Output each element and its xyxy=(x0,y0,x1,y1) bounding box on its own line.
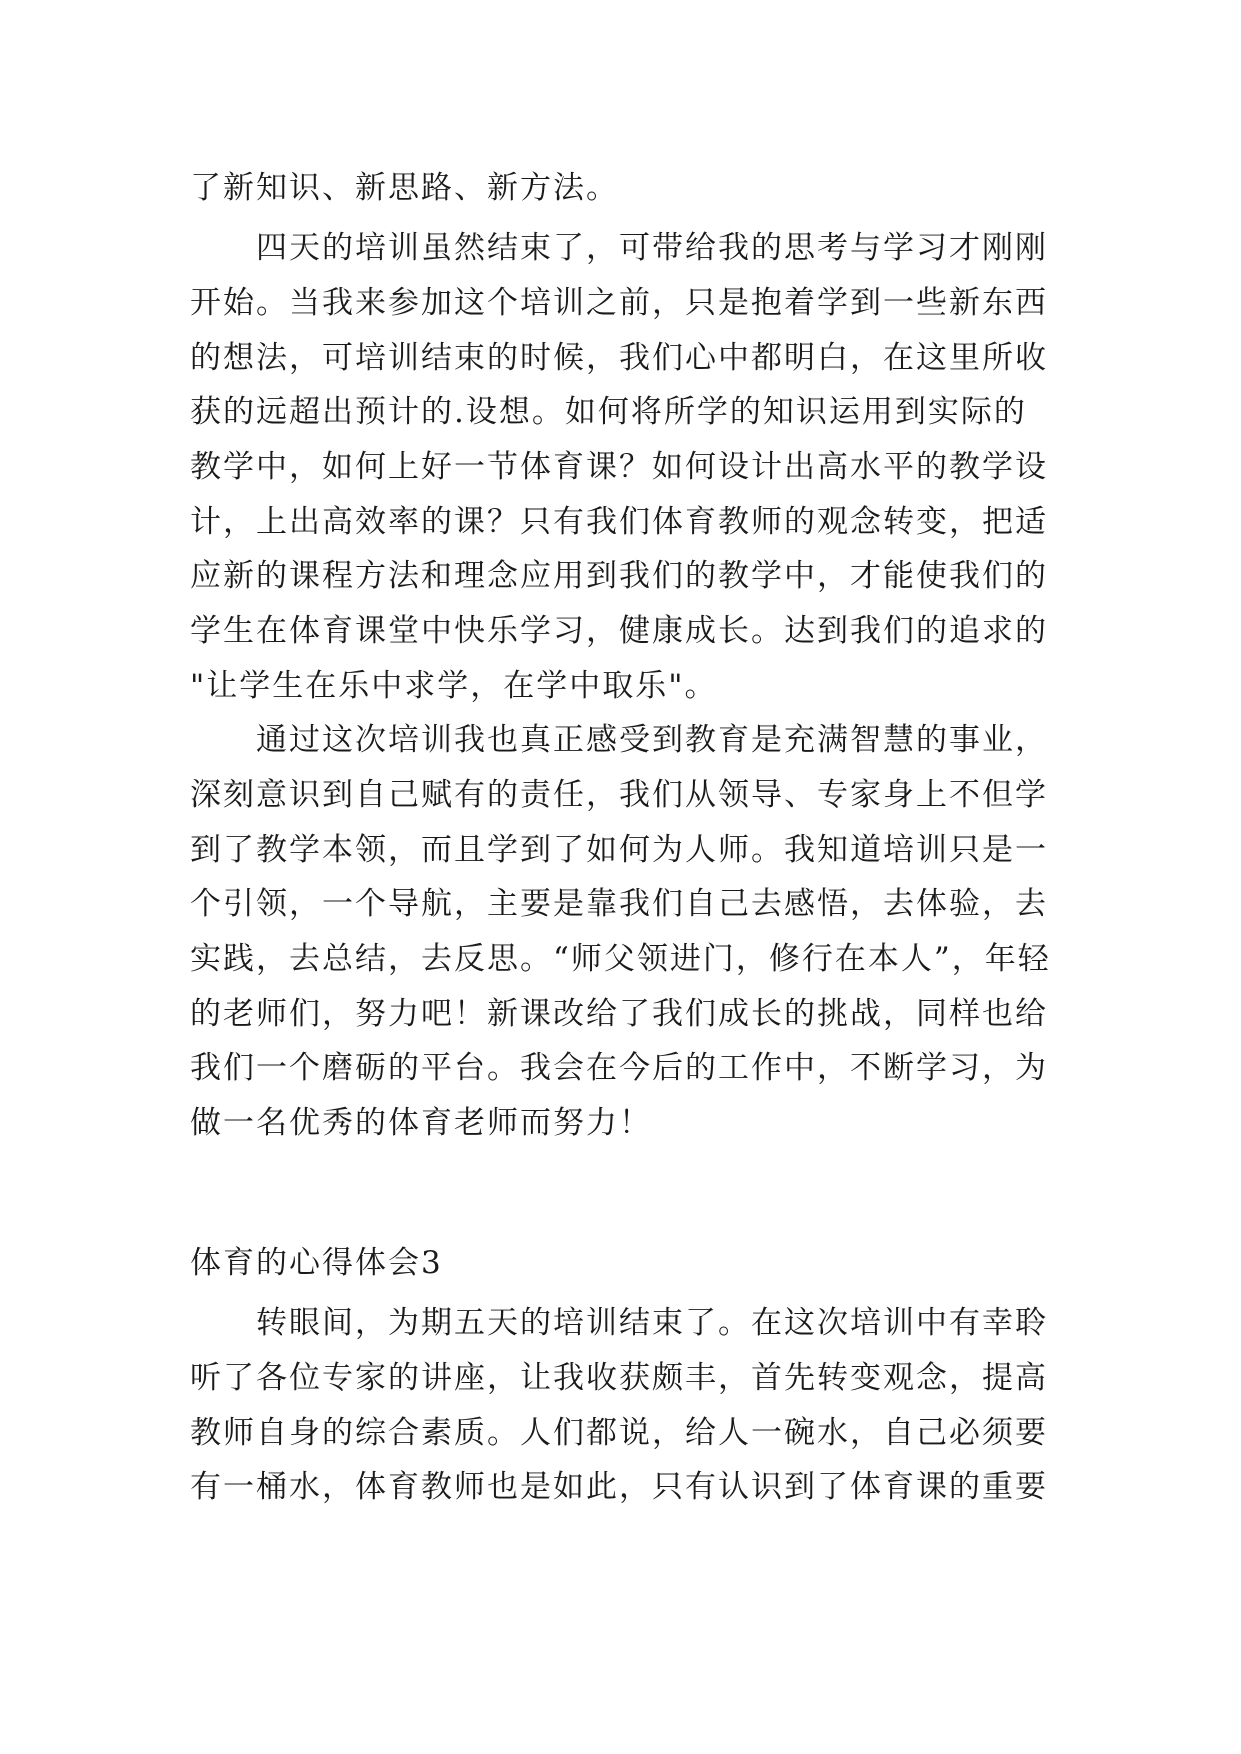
text-line: 计，上出高效率的课？只有我们体育教师的观念转变，把适 xyxy=(190,504,1048,540)
text-line: 做一名优秀的体育老师而努力！ xyxy=(190,1105,652,1141)
text-line: 听了各位专家的讲座，让我收获颇丰，首先转变观念，提高 xyxy=(190,1360,1048,1396)
text-line: 的老师们，努力吧！新课改给了我们成长的挑战，同样也给 xyxy=(190,996,1048,1032)
text-line: 深刻意识到自己赋有的责任，我们从领导、专家身上不但学 xyxy=(190,777,1048,813)
text-line: 的想法，可培训结束的时候，我们心中都明白，在这里所收 xyxy=(190,340,1048,376)
paragraph-start-line: 四天的培训虽然结束了，可带给我的思考与学习才刚刚 xyxy=(256,230,1048,266)
text-line: 个引领，一个导航，主要是靠我们自己去感悟，去体验，去 xyxy=(190,886,1048,922)
text-line: 应新的课程方法和理念应用到我们的教学中，才能使我们的 xyxy=(190,558,1048,594)
text-line: "让学生在乐中求学，在学中取乐"。 xyxy=(190,668,718,704)
text-line: 获的远超出预计的.设想。如何将所学的知识运用到实际的 xyxy=(190,394,1027,430)
text-line: 实践，去总结，去反思。“师父领进门，修行在本人”，年轻 xyxy=(190,941,1051,977)
text-line: 有一桶水，体育教师也是如此，只有认识到了体育课的重要 xyxy=(190,1469,1048,1505)
section-heading: 体育的心得体会3 xyxy=(190,1245,443,1281)
text-line: 学生在体育课堂中快乐学习，健康成长。达到我们的追求的 xyxy=(190,613,1048,649)
text-line: 开始。当我来参加这个培训之前，只是抱着学到一些新东西 xyxy=(190,285,1048,321)
paragraph-start-line: 通过这次培训我也真正感受到教育是充满智慧的事业， xyxy=(256,722,1048,758)
text-line: 我们一个磨砺的平台。我会在今后的工作中，不断学习，为 xyxy=(190,1050,1048,1086)
text-line: 教师自身的综合素质。人们都说，给人一碗水，自己必须要 xyxy=(190,1415,1048,1451)
text-line: 了新知识、新思路、新方法。 xyxy=(190,170,619,206)
text-line: 到了教学本领，而且学到了如何为人师。我知道培训只是一 xyxy=(190,832,1048,868)
text-line: 教学中，如何上好一节体育课？如何设计出高水平的教学设 xyxy=(190,449,1048,485)
paragraph-start-line: 转眼间，为期五天的培训结束了。在这次培训中有幸聆 xyxy=(256,1305,1048,1341)
